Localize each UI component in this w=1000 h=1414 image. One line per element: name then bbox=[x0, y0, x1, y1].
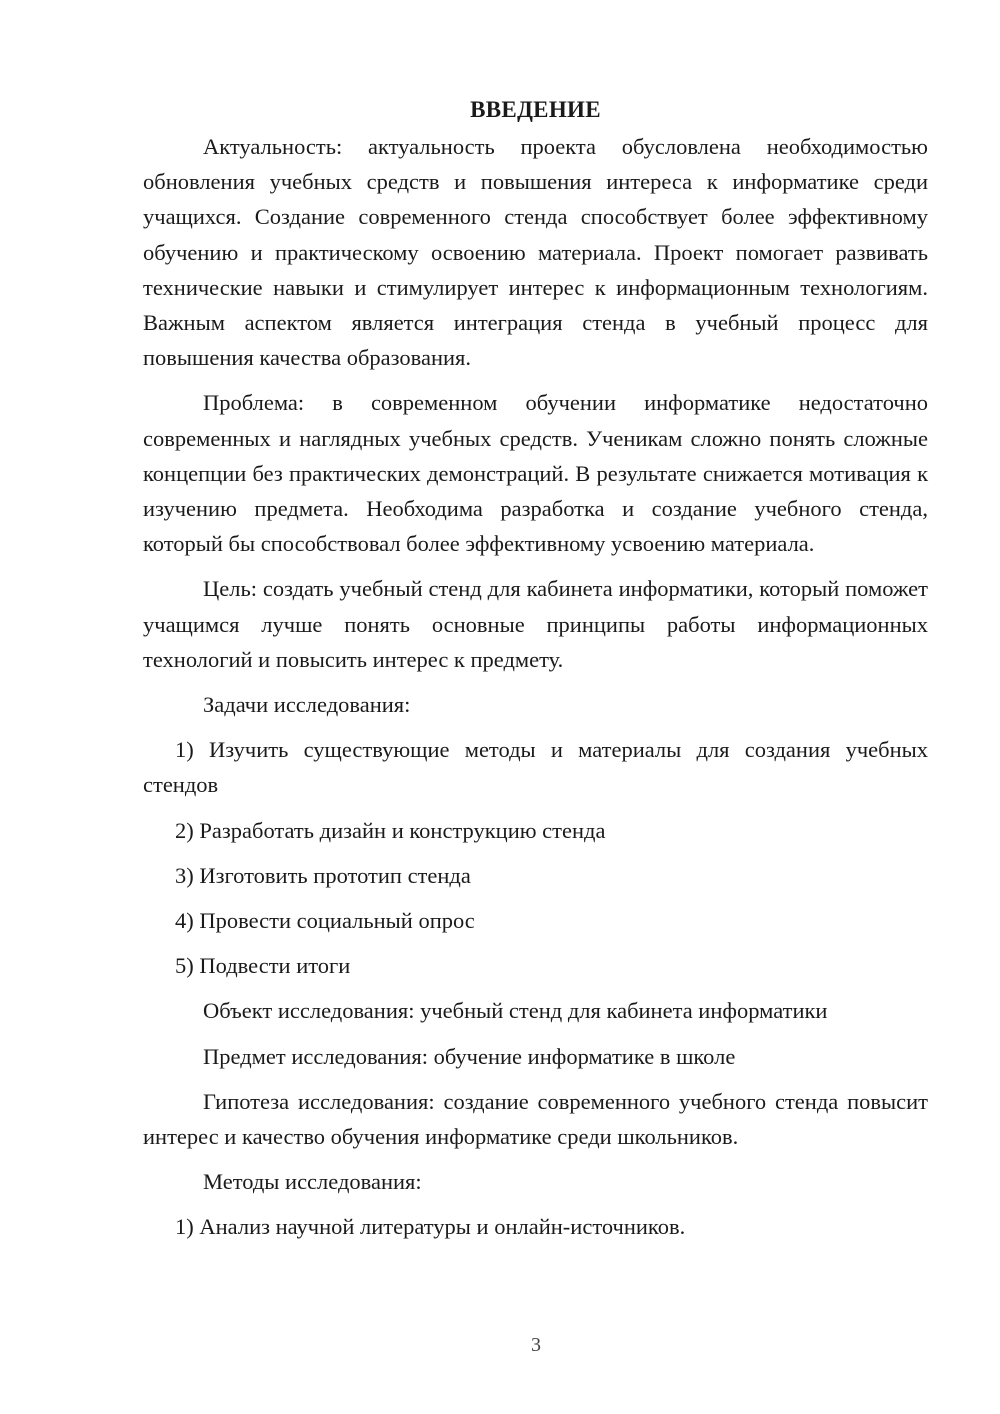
hypothesis-paragraph: Гипотеза исследования: создание современного учебного стенда повысит интерес и качество обучения информатике среди школьников. bbox=[143, 1088, 928, 1150]
page-title: ВВЕДЕНИЕ bbox=[470, 97, 601, 122]
task-item-2: 2) Разработать дизайн и конструкцию стенда bbox=[175, 817, 606, 843]
subject-line: Предмет исследования: обучение информатике в школе bbox=[203, 1043, 736, 1069]
page-number: 3 bbox=[531, 1334, 541, 1356]
object-line: Объект исследования: учебный стенд для кабинета информатики bbox=[203, 998, 828, 1024]
tasks-heading: Задачи исследования: bbox=[203, 692, 411, 718]
task-item-3: 3) Изготовить прототип стенда bbox=[175, 862, 471, 888]
document-page bbox=[143, 92, 928, 1255]
methods-heading: Методы исследования: bbox=[203, 1169, 422, 1195]
relevance-paragraph: Актуальность: актуальность проекта обусловлена необходимостью обновления учебных средств и повышения интереса к информатике среди учащихся. Создание современного стенда способствует более эффективному обучению и практическому освоению материала. Проект помогает развивать технические навыки и стимулирует интерес к информационным технологиям. Важным аспектом является интеграция стенда в учебный процесс для повышения качества образования. bbox=[143, 134, 928, 371]
task-item-1: 1) Изучить существующие методы и материалы для создания учебных стендов bbox=[143, 737, 928, 798]
method-item-1: 1) Анализ научной литературы и онлайн-источников. bbox=[175, 1214, 686, 1240]
goal-paragraph: Цель: создать учебный стенд для кабинета информатики, который поможет учащимся лучше понять основные принципы работы информационных технологий и повысить интерес к предмету. bbox=[143, 576, 928, 672]
problem-paragraph: Проблема: в современном обучении информатике недостаточно современных и наглядных учебных средств. Ученикам сложно понять сложные концепции без практических демонстраций. В результате снижается мотивация к изучению предмета. Необходима разработка и создание учебного стенда, который бы способствовал более эффективному усвоению материала. bbox=[143, 390, 928, 557]
task-item-4: 4) Провести социальный опрос bbox=[175, 908, 475, 934]
task-item-5: 5) Подвести итоги bbox=[175, 953, 351, 979]
